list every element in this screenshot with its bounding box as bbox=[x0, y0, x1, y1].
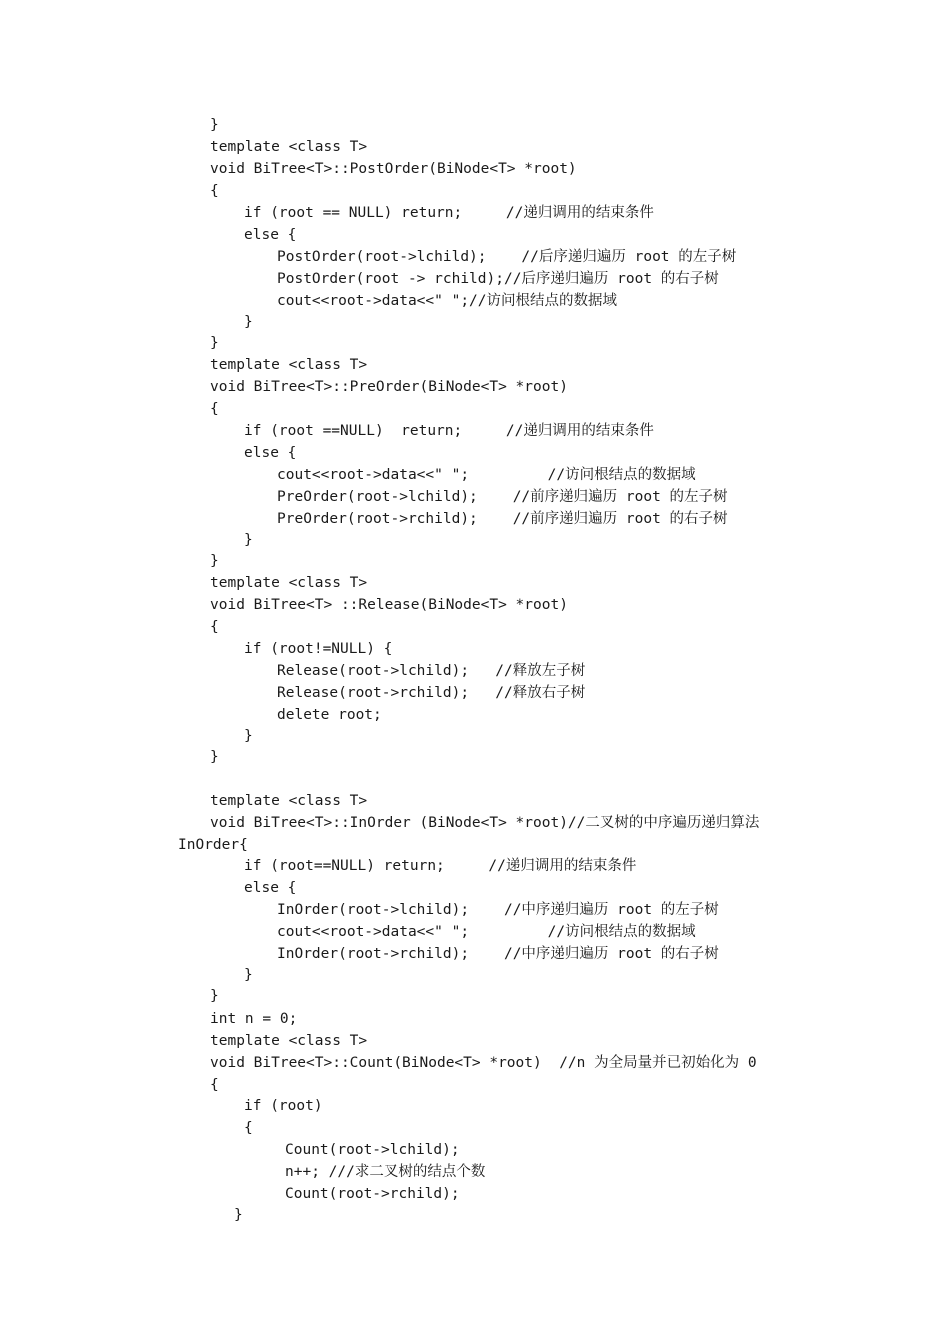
code-line: } bbox=[244, 967, 253, 983]
code-line: { bbox=[210, 401, 219, 417]
code-line: InOrder{ bbox=[178, 837, 248, 853]
code-line: InOrder(root->lchild); //中序递归遍历 root 的左子树 bbox=[277, 902, 719, 918]
code-line: delete root; bbox=[277, 707, 382, 723]
code-line: InOrder(root->rchild); //中序递归遍历 root 的右子树 bbox=[277, 946, 719, 962]
code-line: cout<<root->data<<" "; //访问根结点的数据域 bbox=[277, 924, 696, 940]
code-line: } bbox=[244, 532, 253, 548]
code-line: } bbox=[210, 749, 219, 765]
code-line: if (root == NULL) return; //递归调用的结束条件 bbox=[244, 205, 654, 221]
code-line: void BiTree<T> ::Release(BiNode<T> *root) bbox=[210, 597, 568, 613]
code-line: void BiTree<T>::PostOrder(BiNode<T> *root) bbox=[210, 161, 577, 177]
code-line: Count(root->lchild); bbox=[285, 1142, 460, 1158]
code-line: Count(root->rchild); bbox=[285, 1186, 460, 1202]
code-line: n++; ///求二叉树的结点个数 bbox=[285, 1164, 486, 1180]
code-line: } bbox=[210, 335, 219, 351]
code-line: int n = 0; bbox=[210, 1011, 298, 1027]
code-line: else { bbox=[244, 445, 297, 461]
code-line: { bbox=[210, 1077, 219, 1093]
code-line: } bbox=[244, 728, 253, 744]
code-line: } bbox=[210, 117, 219, 133]
code-line: template <class T> bbox=[210, 139, 368, 155]
code-line: { bbox=[210, 619, 219, 635]
code-line: } bbox=[244, 314, 253, 330]
code-line: PreOrder(root->lchild); //前序递归遍历 root 的左子树 bbox=[277, 489, 728, 505]
code-line: if (root) bbox=[244, 1098, 323, 1114]
code-line: if (root==NULL) return; //递归调用的结束条件 bbox=[244, 858, 637, 874]
code-line: template <class T> bbox=[210, 357, 368, 373]
code-line: PostOrder(root->lchild); //后序递归遍历 root 的左子树 bbox=[277, 249, 737, 265]
code-line: Release(root->lchild); //释放左子树 bbox=[277, 663, 586, 679]
code-line: template <class T> bbox=[210, 1033, 368, 1049]
code-line: PostOrder(root -> rchild);//后序递归遍历 root 的右子树 bbox=[277, 271, 719, 287]
code-line: } bbox=[210, 553, 219, 569]
code-line: cout<<root->data<<" ";//访问根结点的数据域 bbox=[277, 293, 618, 309]
code-line: cout<<root->data<<" "; //访问根结点的数据域 bbox=[277, 467, 696, 483]
code-line: Release(root->rchild); //释放右子树 bbox=[277, 685, 586, 701]
code-line: } bbox=[234, 1207, 243, 1223]
code-line: if (root ==NULL) return; //递归调用的结束条件 bbox=[244, 423, 654, 439]
code-line: void BiTree<T>::PreOrder(BiNode<T> *root) bbox=[210, 379, 568, 395]
code-line: void BiTree<T>::InOrder (BiNode<T> *root)//二叉树的中序遍历递归算法 bbox=[210, 815, 760, 831]
code-line: } bbox=[210, 988, 219, 1004]
code-line: PreOrder(root->rchild); //前序递归遍历 root 的右子树 bbox=[277, 511, 728, 527]
code-line: template <class T> bbox=[210, 575, 368, 591]
code-line: if (root!=NULL) { bbox=[244, 641, 393, 657]
code-line: void BiTree<T>::Count(BiNode<T> *root) //n 为全局量并已初始化为 0 bbox=[210, 1055, 757, 1071]
code-line: else { bbox=[244, 227, 297, 243]
code-line: { bbox=[210, 183, 219, 199]
code-line: template <class T> bbox=[210, 793, 368, 809]
code-line: { bbox=[244, 1120, 253, 1136]
code-line: else { bbox=[244, 880, 297, 896]
